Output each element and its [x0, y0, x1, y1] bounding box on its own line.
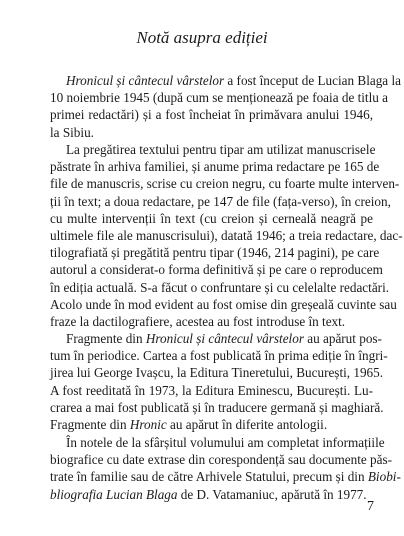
text-line: păstrate în arhiva familiei, și anume prima redactare pe 165 de — [50, 159, 380, 175]
text-line: autorul a considerat-o forma definitivă și pe care o reproducem — [50, 262, 383, 278]
text-line: A fost reeditată în 1973, la Editura Eminescu, București. Lu- — [50, 382, 373, 398]
text-line: tum în periodice. Cartea a fost publicată în prima ediție în îngri- — [50, 348, 388, 364]
paragraph — [50, 141, 403, 330]
paragraph — [50, 72, 401, 141]
text-line: La pregătirea textului pentru tipar am utilizat manuscrisele — [66, 142, 376, 157]
text-line: Fragmente din Hronic au apărut în diferite antologii. — [50, 416, 328, 432]
text-line: 10 noiembrie 1945 (după cum se menționează pe foaia de titlu a — [50, 90, 388, 106]
text-line: Fragmente din Hronicul și cântecul vârstelor au apărut pos- — [66, 331, 382, 346]
text-line: bliografia Lucian Blaga de D. Vatamaniuc, apărută în 1977. — [50, 486, 367, 502]
text-line: fraze la dactilografiere, acestea au fost introduse în text. — [50, 313, 346, 329]
text-line: ții în text; a doua redactare, pe 147 de file (fața-verso), în creion, — [50, 193, 391, 209]
text-line: la Sibiu. — [50, 124, 94, 140]
page-title: Notă asupra ediției — [136, 28, 268, 47]
text-line: jirea lui George Ivașcu, la Editura Tineretului, București, 1965. — [50, 365, 384, 381]
text-line: primei redactări) și a fost încheiat în primăvara anului 1946, — [50, 107, 373, 123]
paragraph — [50, 330, 388, 433]
paragraph — [50, 434, 401, 503]
text-line: Acolo unde în mod evident au fost omise din greșeală cuvinte sau — [50, 296, 397, 312]
text-line: file de manuscris, scrise cu creion negru, cu foarte multe interven- — [50, 176, 400, 192]
text-line: crarea a mai fost publicată și în traducere germană și maghiară. — [50, 399, 384, 415]
text-line: cu multe intervenții în text (cu creion și cerneală neagră pe — [50, 210, 373, 226]
text-line: biografice cu date extrase din corespondență sau documente păs- — [50, 452, 392, 468]
text-line: ultimele file ale manuscrisului), datată 1946; a treia redactare, dac- — [50, 227, 403, 243]
text-line: trate în familie sau de către Arhivele Statului, precum și din Biobi- — [50, 469, 401, 485]
text-line: tilografiată și pregătită pentru tipar (1946, 214 pagini), pe care — [50, 245, 380, 261]
text-line: în ediția actuală. S-a făcut o confruntare și cu celelalte redactări. — [50, 279, 390, 295]
text-line: În notele de la sfârșitul volumului am completat informațiile — [66, 435, 385, 450]
page-number: 7 — [367, 499, 374, 514]
text-line: Hronicul și cântecul vârstelor a fost început de Lucian Blaga la — [66, 73, 401, 88]
